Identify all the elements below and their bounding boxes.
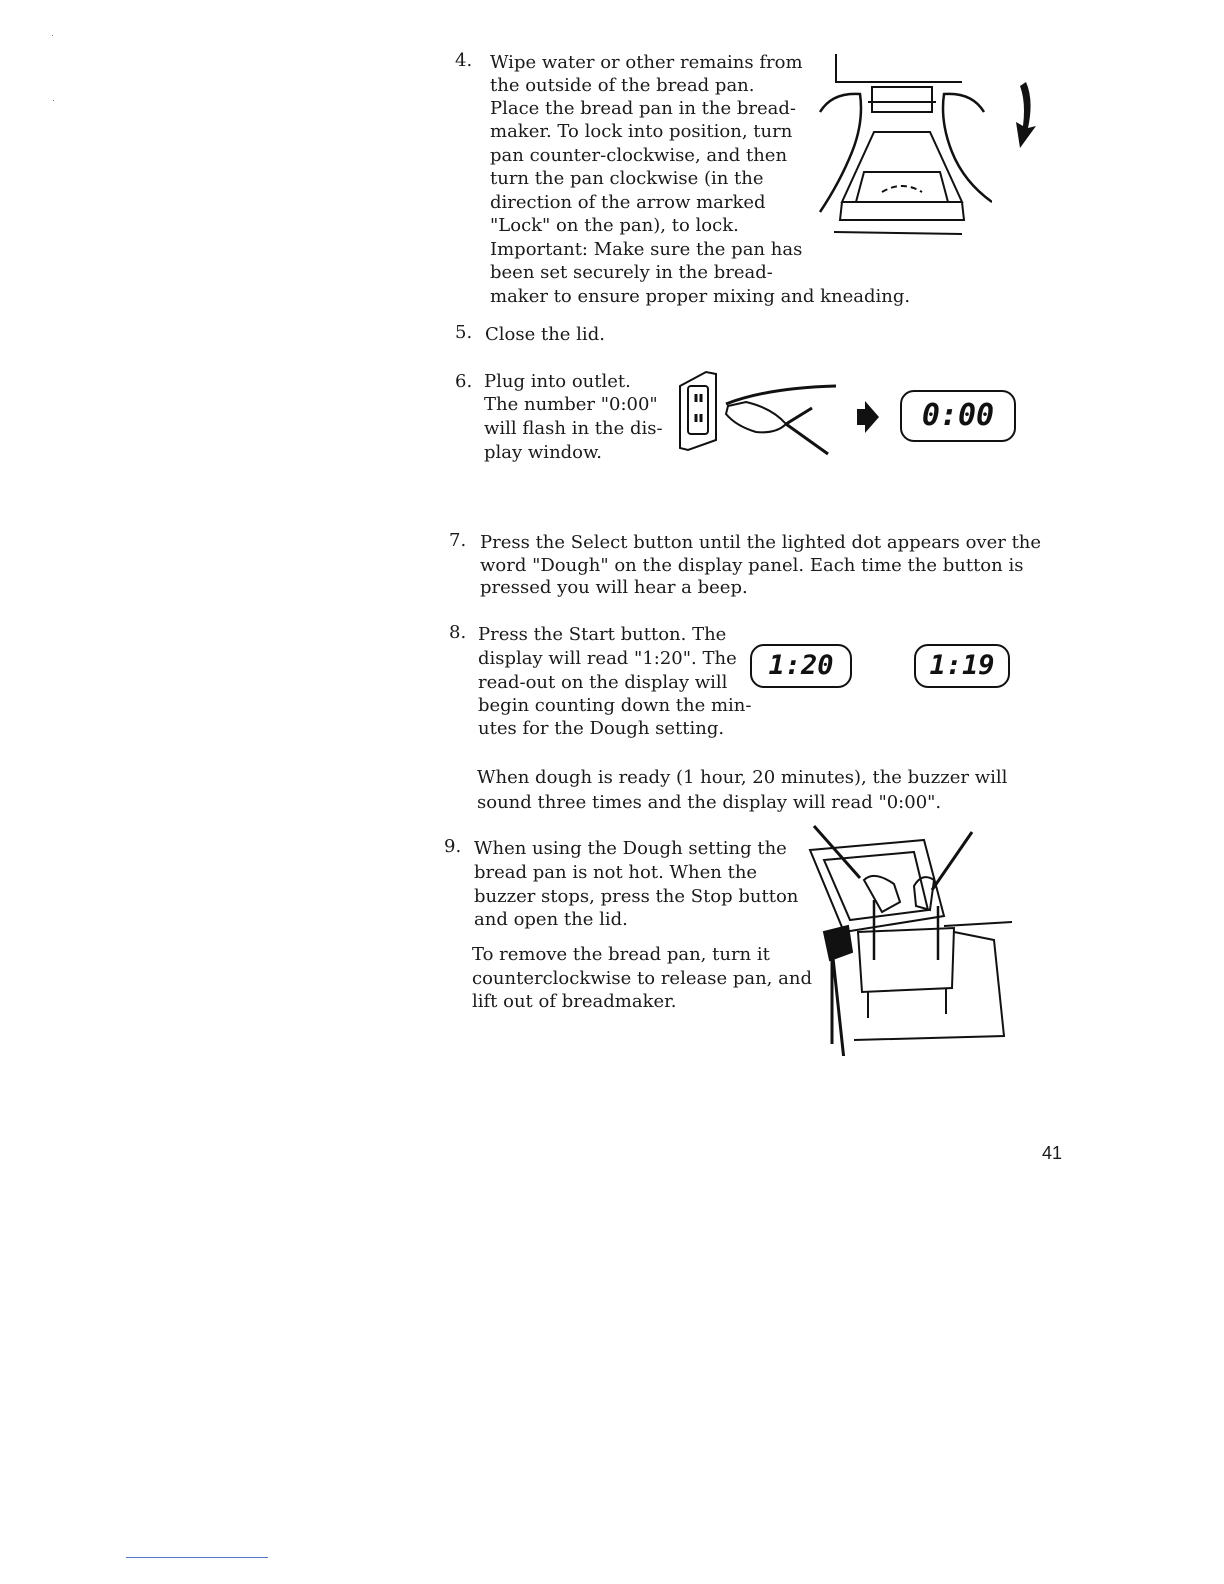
note-line: When dough is ready (1 hour, 20 minutes), the buzzer will <box>477 767 1008 788</box>
step-line: the outside of the bread pan. <box>490 75 755 96</box>
step-line: been set securely in the bread- <box>490 262 773 283</box>
step-number: 4. <box>455 50 473 71</box>
step-number: 8. <box>449 622 467 643</box>
step-line: maker. To lock into position, turn <box>490 121 793 142</box>
step-line: turn the pan clockwise (in the <box>490 168 764 189</box>
step-line: Press the Select button until the lighted dot appears over the <box>480 532 1042 553</box>
step-line: Close the lid. <box>485 324 605 345</box>
step-line: "Lock" on the pan), to lock. <box>490 215 739 236</box>
step-line: display will read "1:20". The <box>478 648 737 669</box>
step-line: To remove the bread pan, turn it <box>472 944 770 965</box>
step-number: 9. <box>444 836 462 857</box>
step-line: counterclockwise to release pan, and <box>472 968 812 989</box>
right-arrow-icon <box>857 401 879 433</box>
step-number: 7. <box>449 530 467 551</box>
step-line: begin counting down the min- <box>478 695 752 716</box>
hands-lifting-pan-illustration <box>804 820 1014 1056</box>
display-window: 1:20 <box>750 644 852 688</box>
step-line: Important: Make sure the pan has <box>490 239 803 260</box>
step-line: Press the Start button. The <box>478 624 727 645</box>
bottom-rule <box>126 1557 268 1558</box>
step-line: and open the lid. <box>474 909 628 930</box>
step-line: bread pan is not hot. When the <box>474 862 758 883</box>
page-number: 41 <box>1042 1143 1063 1163</box>
step-number: 6. <box>455 371 473 392</box>
step-line: Place the bread pan in the bread- <box>490 98 796 119</box>
step-line: pan counter-clockwise, and then <box>490 145 788 166</box>
step-number: 5. <box>455 322 473 343</box>
wall-outlet-plug-illustration <box>676 368 846 458</box>
step-line: maker to ensure proper mixing and kneading. <box>490 286 911 307</box>
step-line: utes for the Dough setting. <box>478 718 725 739</box>
step-line: direction of the arrow marked <box>490 192 766 213</box>
step-line: The number "0:00" <box>484 394 658 415</box>
note-line: sound three times and the display will read "0:00". <box>477 792 942 813</box>
scan-speck <box>53 100 54 101</box>
step-line: lift out of breadmaker. <box>472 991 677 1012</box>
hands-placing-pan-illustration <box>812 52 992 242</box>
step-line: Wipe water or other remains from <box>490 52 803 73</box>
display-window: 0:00 <box>900 390 1016 442</box>
step-line: will flash in the dis- <box>484 418 663 439</box>
step-line: pressed you will hear a beep. <box>480 577 748 598</box>
step-line: word "Dough" on the display panel. Each time the button is <box>480 555 1024 576</box>
step-line: When using the Dough setting the <box>474 838 787 859</box>
step-line: Plug into outlet. <box>484 371 631 392</box>
step-line: buzzer stops, press the Stop button <box>474 886 799 907</box>
step-line: play window. <box>484 442 603 463</box>
display-window: 1:19 <box>914 644 1010 688</box>
scan-speck <box>52 35 53 36</box>
lock-arrow-icon <box>1012 82 1040 148</box>
step-line: read-out on the display will <box>478 672 728 693</box>
